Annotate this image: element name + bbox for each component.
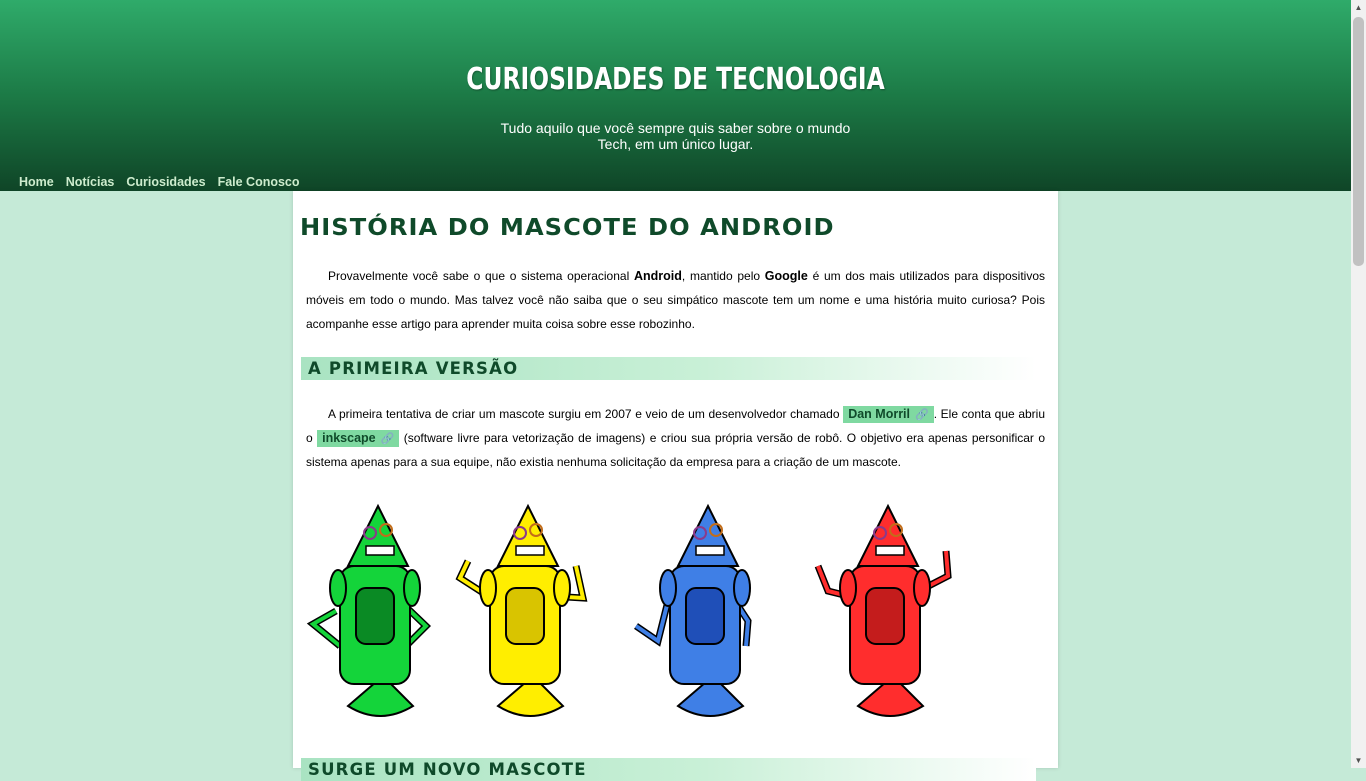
dan-morril-link[interactable] bbox=[843, 406, 934, 423]
robot-mouth bbox=[696, 546, 724, 555]
robot-shoulder-left bbox=[330, 570, 346, 606]
nav-item-curiosidades[interactable]: Curiosidades bbox=[126, 175, 206, 189]
site-header bbox=[0, 0, 1351, 191]
intro-paragraph bbox=[306, 264, 1045, 336]
section-header-first-version bbox=[301, 357, 1036, 380]
robot-head bbox=[678, 506, 738, 566]
green-robot bbox=[313, 506, 426, 716]
nav-item-home[interactable]: Home bbox=[19, 175, 54, 189]
site-title: CURIOSIDADES DE TECNOLOGIA bbox=[466, 62, 885, 97]
nav-item-fale-conosco[interactable]: Fale Conosco bbox=[217, 175, 300, 189]
nav-item-noticias[interactable]: Notícias bbox=[65, 175, 115, 189]
robot-chest-panel bbox=[686, 588, 724, 644]
site-subtitle bbox=[488, 120, 863, 152]
robot-chest-panel bbox=[506, 588, 544, 644]
robot-arm-left-fill bbox=[313, 611, 340, 646]
inkscape-link[interactable] bbox=[317, 430, 399, 447]
section-header-new-mascot bbox=[301, 758, 1036, 781]
yellow-robot bbox=[460, 506, 583, 716]
android-term: Android bbox=[633, 269, 682, 283]
robot-chest-panel bbox=[356, 588, 394, 644]
robot-shoulder-right bbox=[404, 570, 420, 606]
robot-chest-panel bbox=[866, 588, 904, 644]
robot-shoulder-right bbox=[734, 570, 750, 606]
section-title-first-version: A PRIMEIRA VERSÃO bbox=[308, 359, 519, 378]
robot-mouth bbox=[876, 546, 904, 555]
intro-text-2: , mantido pelo bbox=[681, 269, 765, 283]
subtitle-line-1: Tudo aquilo que você sempre quis saber sobre o mundo bbox=[500, 120, 851, 136]
robot-mouth bbox=[516, 546, 544, 555]
robot-shoulder-left bbox=[480, 570, 496, 606]
robot-head bbox=[498, 506, 558, 566]
scroll-down-arrow-icon[interactable]: ▼ bbox=[1354, 756, 1363, 765]
subtitle-line-2: Tech, em um único lugar. bbox=[597, 136, 754, 152]
link-icon: 🔗 bbox=[915, 409, 929, 421]
intro-text-1: Provavelmente você sabe o que o sistema operacional bbox=[328, 269, 634, 283]
article-title: HISTÓRIA DO MASCOTE DO ANDROID bbox=[300, 215, 835, 241]
main-nav bbox=[8, 174, 308, 191]
intro-text-3: é um dos mais utilizados para dispositivos móveis em todo o mundo. Mas talvez você não saiba que o seu simpático mascote tem um nome e uma história muito curiosa? Pois acompanhe esse artigo para aprender muita coisa sobre esse robozinho. bbox=[306, 269, 1046, 331]
inkscape-link-label: inkscape bbox=[322, 431, 376, 445]
google-term: Google bbox=[764, 269, 808, 283]
s1-text-3: (software livre para vetorização de imagens) e criou sua própria versão de robô. O objetivo era apenas personificar o sistema apenas para a sua equipe, não existia nenhuma solicitação da empresa para a criação de um mascote. bbox=[306, 431, 1045, 469]
first-version-paragraph bbox=[306, 402, 1045, 474]
link-icon: 🔗 bbox=[380, 433, 395, 445]
red-robot bbox=[818, 506, 948, 716]
section-title-new-mascot: SURGE UM NOVO MASCOTE bbox=[308, 760, 587, 779]
robot-shoulder-right bbox=[554, 570, 570, 606]
scroll-up-arrow-icon[interactable]: ▲ bbox=[1354, 3, 1363, 12]
robot-mascots-image bbox=[308, 496, 1043, 736]
article-content bbox=[293, 191, 1058, 779]
s1-text-1: A primeira tentativa de criar um mascote surgiu em 2007 e veio de um desenvolvedor chamado bbox=[328, 407, 844, 421]
robot-shoulder-left bbox=[840, 570, 856, 606]
robot-head bbox=[858, 506, 918, 566]
scroll-thumb[interactable] bbox=[1353, 17, 1364, 266]
s1-text-2: . Ele conta que abriu o bbox=[306, 407, 1046, 445]
vertical-scrollbar[interactable] bbox=[1351, 0, 1366, 768]
dan-morril-link-label: Dan Morril bbox=[848, 407, 910, 421]
robot-head bbox=[348, 506, 408, 566]
robot-shoulder-right bbox=[914, 570, 930, 606]
blue-robot bbox=[636, 506, 750, 716]
robot-shoulder-left bbox=[660, 570, 676, 606]
robot-mouth bbox=[366, 546, 394, 555]
